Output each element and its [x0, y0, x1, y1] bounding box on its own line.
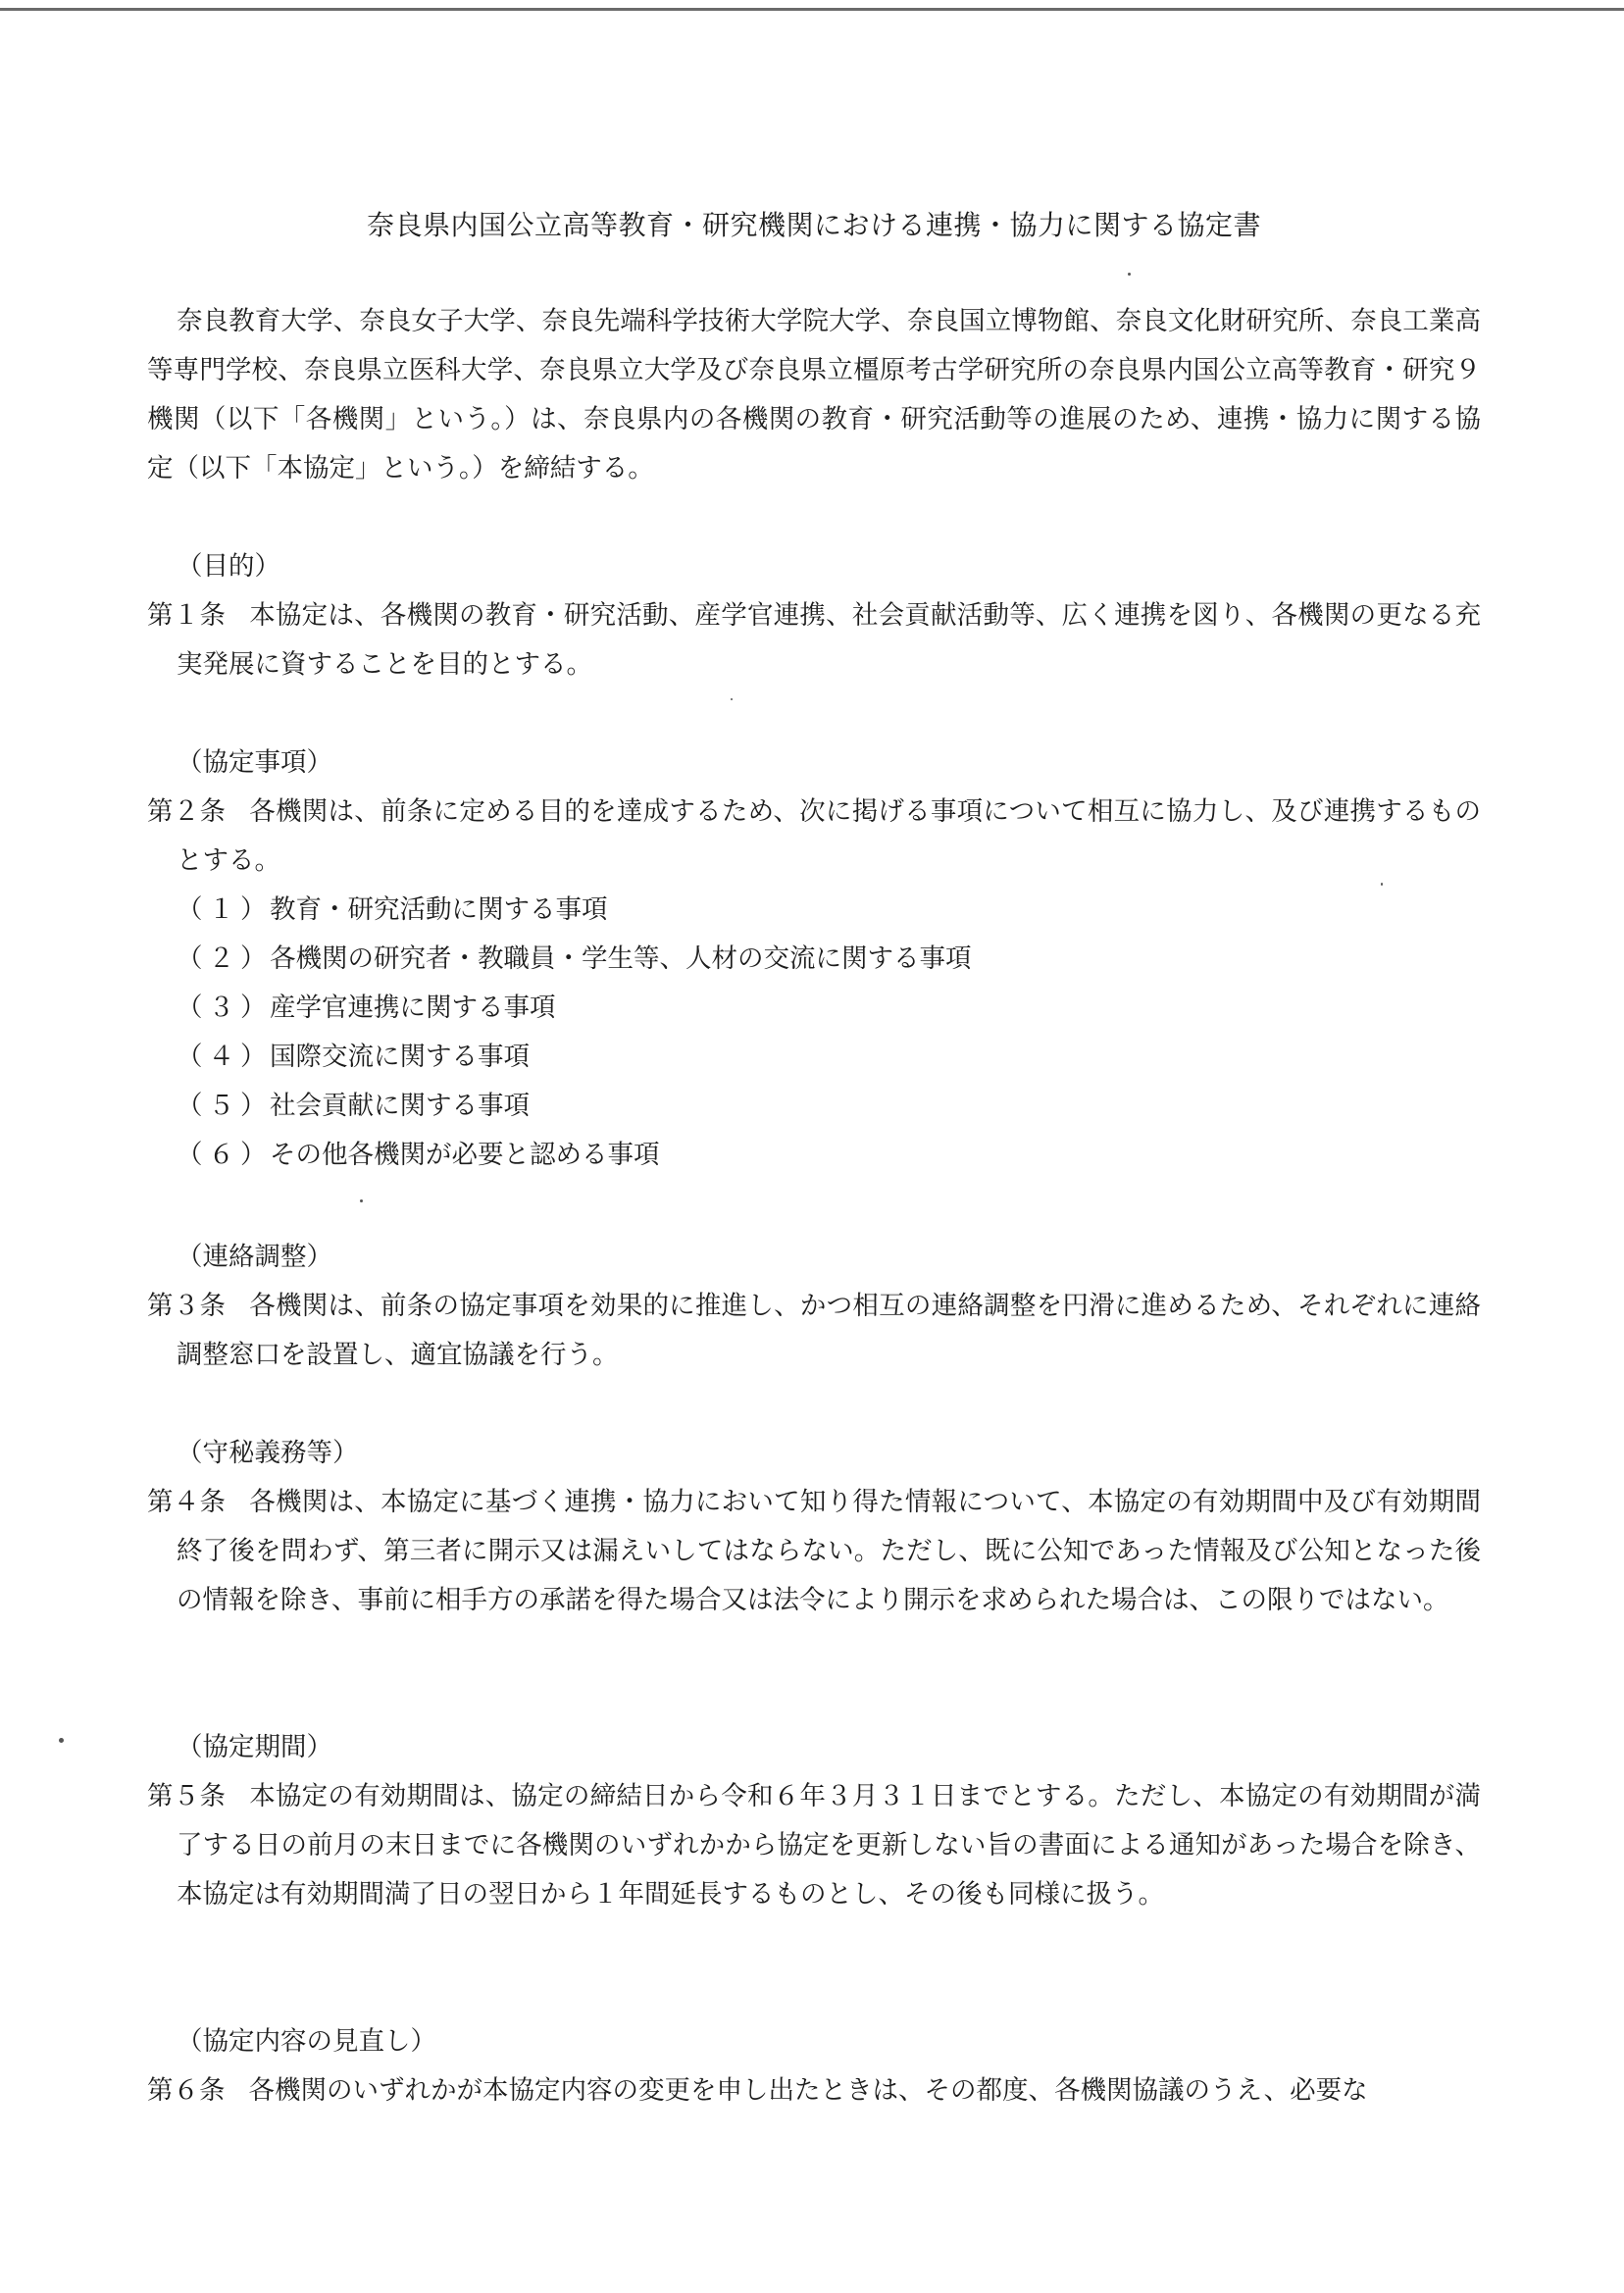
scan-speck: [1128, 273, 1131, 276]
article-2-text: 各機関は、前条に定める目的を達成するため、次に掲げる事項について相互に協力し、及び連携するものとする。: [177, 796, 1481, 876]
scan-speck: [360, 1199, 363, 1202]
item-text: 社会貢献に関する事項: [270, 1091, 530, 1121]
article-2-heading: （協定事項）: [177, 747, 332, 778]
article-5-body: [147, 1772, 1481, 1919]
article-2-number: 第２条: [147, 796, 227, 827]
article-5-text: 本協定の有効期間は、協定の締結日から令和６年３月３１日までとする。ただし、本協定の有効期間が満了する日の前月の末日までに各機関のいずれかから協定を更新しない旨の書面による通知があった場合を除き、本協定は有効期間満了日の翌日から１年間延長するものとし、その後も同様に扱う。: [177, 1781, 1482, 1910]
scan-speck: [1381, 883, 1383, 886]
item-number: （３）: [177, 993, 273, 1023]
article-6-section: [147, 2017, 1481, 2115]
article-1-heading: （目的）: [177, 551, 280, 582]
item-text: その他各機関が必要と認める事項: [270, 1140, 660, 1170]
article-1-section: [147, 542, 1481, 689]
item-number: （５）: [177, 1091, 273, 1121]
article-6-body: [147, 2066, 1481, 2115]
item-number: （２）: [177, 943, 273, 974]
article-4-heading: （守秘義務等）: [177, 1438, 359, 1468]
list-item: [177, 1033, 1481, 1082]
article-5-heading: （協定期間）: [177, 1732, 332, 1762]
article-2-item-list: [147, 886, 1481, 1180]
article-3-text: 各機関は、前条の協定事項を効果的に推進し、かつ相互の連絡調整を円滑に進めるため、それぞれに連絡調整窓口を設置し、適宜協議を行う。: [177, 1291, 1481, 1370]
scan-speck: [731, 698, 733, 700]
list-item: [177, 886, 1481, 935]
article-2-section: [147, 739, 1481, 1180]
article-3-body: [147, 1282, 1481, 1380]
article-4-body: [147, 1478, 1481, 1625]
article-5-number: 第５条: [147, 1781, 227, 1811]
document-title: 奈良県内国公立高等教育・研究機関における連携・協力に関する協定書: [366, 209, 1261, 241]
article-6-text: 各機関のいずれかが本協定内容の変更を申し出たときは、その都度、各機関協議のうえ、必要な: [248, 2075, 1368, 2106]
list-item: [177, 1131, 1481, 1180]
article-5-section: [147, 1723, 1481, 1919]
item-number: （１）: [177, 894, 273, 925]
list-item: [177, 984, 1481, 1033]
preamble-paragraph: 奈良教育大学、奈良女子大学、奈良先端科学技術大学院大学、奈良国立博物館、奈良文化財研究所、奈良工業高等専門学校、奈良県立医科大学、奈良県立大学及び奈良県立橿原考古学研究所の奈良県内国公立高等教育・研究９機関（以下「各機関」という。）は、奈良県内の各機関の教育・研究活動等の進展のため、連携・協力に関する協定（以下「本協定」という。）を締結する。: [147, 306, 1481, 484]
scan-speck: [59, 1738, 64, 1743]
article-1-number: 第１条: [147, 600, 227, 631]
article-4-text: 各機関は、本協定に基づく連携・協力において知り得た情報について、本協定の有効期間中及び有効期間終了後を問わず、第三者に開示又は漏えいしてはならない。ただし、既に公知であった情報及び公知となった後の情報を除き、事前に相手方の承諾を得た場合又は法令により開示を求められた場合は、この限りではない。: [177, 1487, 1481, 1615]
item-number: （６）: [177, 1140, 273, 1170]
item-text: 教育・研究活動に関する事項: [270, 894, 608, 925]
article-3-heading: （連絡調整）: [177, 1242, 332, 1272]
article-4-number: 第４条: [147, 1487, 227, 1517]
article-6-number: 第６条: [147, 2075, 226, 2106]
scan-top-border: [0, 8, 1624, 11]
article-4-section: [147, 1429, 1481, 1625]
list-item: [177, 1082, 1481, 1131]
article-3-section: [147, 1233, 1481, 1380]
item-number: （４）: [177, 1042, 273, 1072]
article-1-text: 本協定は、各機関の教育・研究活動、産学官連携、社会貢献活動等、広く連携を図り、各機関の更なる充実発展に資することを目的とする。: [177, 600, 1482, 680]
item-text: 各機関の研究者・教職員・学生等、人材の交流に関する事項: [270, 943, 972, 974]
article-1-body: [147, 591, 1481, 689]
list-item: [177, 935, 1481, 984]
article-3-number: 第３条: [147, 1291, 227, 1321]
item-text: 国際交流に関する事項: [270, 1042, 530, 1072]
article-2-body: [147, 788, 1481, 886]
item-text: 産学官連携に関する事項: [270, 993, 556, 1023]
article-6-heading: （協定内容の見直し）: [177, 2026, 436, 2057]
